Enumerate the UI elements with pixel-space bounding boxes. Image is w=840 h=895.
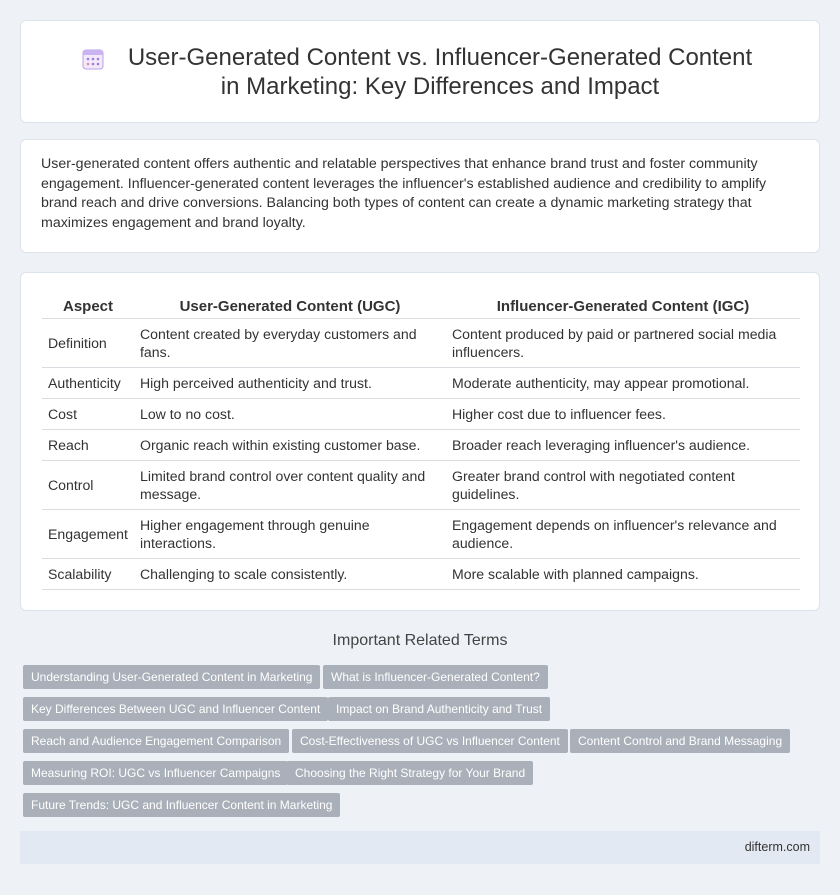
aspect-cell: Scalability: [42, 559, 134, 590]
aspect-cell: Reach: [42, 430, 134, 461]
aspect-cell: Authenticity: [42, 368, 134, 399]
table-row: [42, 510, 800, 559]
related-term-tag[interactable]: Future Trends: UGC and Influencer Content in Marketing: [23, 793, 340, 817]
related-term-tag[interactable]: Impact on Brand Authenticity and Trust: [328, 697, 550, 721]
igc-cell: Broader reach leveraging influencer's audience.: [446, 430, 800, 461]
igc-cell: Engagement depends on influencer's relevance and audience.: [446, 510, 800, 559]
header-ugc: User-Generated Content (UGC): [134, 295, 446, 319]
ugc-cell: Organic reach within existing customer base.: [134, 430, 446, 461]
related-terms-heading: Important Related Terms: [332, 632, 508, 649]
intro-card: [20, 139, 820, 253]
related-term-tag[interactable]: Understanding User-Generated Content in Marketing: [23, 665, 320, 689]
table-row: [42, 399, 800, 430]
aspect-cell: Control: [42, 461, 134, 510]
ugc-cell: Low to no cost.: [134, 399, 446, 430]
ugc-cell: Content created by everyday customers and fans.: [134, 319, 446, 368]
igc-cell: Moderate authenticity, may appear promotional.: [446, 368, 800, 399]
ugc-cell: Challenging to scale consistently.: [134, 559, 446, 590]
related-term-tag[interactable]: Cost-Effectiveness of UGC vs Influencer Content: [292, 729, 568, 753]
related-term-tag[interactable]: What is Influencer-Generated Content?: [323, 665, 548, 689]
header-aspect: Aspect: [42, 295, 134, 319]
table-row: [42, 461, 800, 510]
table-row: [42, 430, 800, 461]
table-row: [42, 559, 800, 590]
igc-cell: More scalable with planned campaigns.: [446, 559, 800, 590]
comparison-table-card: [20, 272, 820, 611]
table-row: [42, 368, 800, 399]
footer: [20, 831, 820, 864]
ugc-cell: Limited brand control over content quality and message.: [134, 461, 446, 510]
aspect-cell: Definition: [42, 319, 134, 368]
igc-cell: Greater brand control with negotiated content guidelines.: [446, 461, 800, 510]
aspect-cell: Cost: [42, 399, 134, 430]
igc-cell: Higher cost due to influencer fees.: [446, 399, 800, 430]
igc-cell: Content produced by paid or partnered social media influencers.: [446, 319, 800, 368]
related-term-tag[interactable]: Measuring ROI: UGC vs Influencer Campaigns: [23, 761, 288, 785]
related-term-tag[interactable]: Content Control and Brand Messaging: [570, 729, 790, 753]
title-card: [20, 20, 820, 123]
page-title: User-Generated Content vs. Influencer-Generated Content in Marketing: Key Differences and Impact: [127, 44, 753, 100]
ugc-cell: Higher engagement through genuine interactions.: [134, 510, 446, 559]
related-term-tag[interactable]: Reach and Audience Engagement Comparison: [23, 729, 289, 753]
ugc-cell: High perceived authenticity and trust.: [134, 368, 446, 399]
related-term-tag[interactable]: Choosing the Right Strategy for Your Brand: [287, 761, 533, 785]
related-term-tag[interactable]: Key Differences Between UGC and Influencer Content: [23, 697, 328, 721]
header-igc: Influencer-Generated Content (IGC): [446, 295, 800, 319]
comparison-table: [42, 295, 800, 590]
aspect-cell: Engagement: [42, 510, 134, 559]
footer-site-link[interactable]: difterm.com: [744, 840, 810, 854]
table-header-row: [42, 295, 800, 319]
intro-paragraph: User-generated content offers authentic and relatable perspectives that enhance brand trust and foster community engagement. Influencer-generated content leverages the influencer's established audience and credibility to amplify brand reach and drive conversions. Balancing both types of content can create a dynamic marketing strategy that maximizes engagement and brand loyalty.: [41, 156, 767, 231]
table-row: [42, 319, 800, 368]
